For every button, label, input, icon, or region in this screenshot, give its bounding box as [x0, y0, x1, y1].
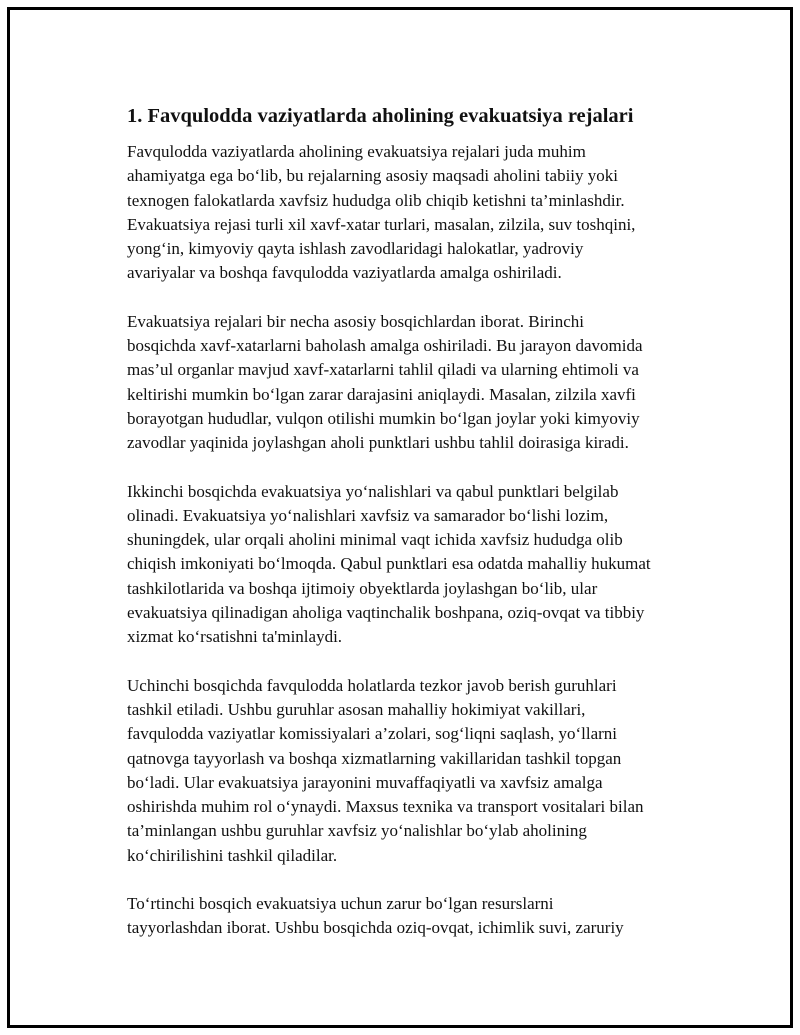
text-line: oshirishda muhim rol o‘ynaydi. Maxsus texnika va transport vositalari bilan	[127, 797, 644, 817]
text-line: favqulodda vaziyatlar komissiyalari a’zolari, sog‘liqni saqlash, yo‘llarni	[127, 724, 618, 744]
paragraph	[127, 310, 700, 456]
text-line: ahamiyatga ega bo‘lib, bu rejalarning asosiy maqsadi aholini tabiiy yoki	[127, 166, 618, 186]
text-line: avariyalar va boshqa favqulodda vaziyatlarda amalga oshiriladi.	[127, 263, 562, 283]
text-line: tashkilotlarida va boshqa ijtimoiy obyektlarda joylashgan bo‘lib, ular	[127, 578, 598, 598]
page-frame	[7, 7, 793, 1028]
paragraph	[127, 140, 700, 286]
text-line: bo‘ladi. Ular evakuatsiya jarayonini muvaffaqiyatli va xavfsiz amalga	[127, 772, 603, 792]
text-line: xizmat ko‘rsatishni ta'minlaydi.	[127, 627, 343, 647]
text-line: To‘rtinchi bosqich evakuatsiya uchun zarur bo‘lgan resurslarni	[127, 894, 554, 914]
text-line: tashkil etiladi. Ushbu guruhlar asosan mahalliy hokimiyat vakillari,	[127, 699, 586, 719]
section-heading: 1. Favqulodda vaziyatlarda aholining evakuatsiya rejalari	[127, 105, 634, 127]
text-line: chiqish imkoniyati bo‘lmoqda. Qabul punktlari esa odatda mahalliy hukumat	[127, 554, 651, 574]
text-line: texnogen falokatlarda xavfsiz hududga olib chiqib ketishni ta’minlashdir.	[127, 190, 625, 210]
text-line: shuningdek, ular orqali aholini minimal vaqt ichida xavfsiz hududga olib	[127, 530, 623, 550]
text-line: yong‘in, kimyoviy qayta ishlash zavodlaridagi halokatlar, yadroviy	[127, 239, 584, 259]
document-body	[120, 102, 700, 965]
text-line: qatnovga tayyorlash va boshqa xizmatlarning vakillaridan tashkil topgan	[127, 748, 622, 768]
text-line: ko‘chirilishini tashkil qiladilar.	[127, 845, 338, 865]
text-line: bosqichda xavf-xatarlarni baholash amalga oshiriladi. Bu jarayon davomida	[127, 336, 643, 356]
text-line: ta’minlangan ushbu guruhlar xavfsiz yo‘nalishlar bo‘ylab aholining	[127, 821, 587, 841]
text-line: evakuatsiya qilinadigan aholiga vaqtinchalik boshpana, oziq-ovqat va tibbiy	[127, 603, 645, 623]
text-line: Uchinchi bosqichda favqulodda holatlarda tezkor javob berish guruhlari	[127, 675, 617, 695]
text-line: borayotgan hududlar, vulqon otilishi mumkin bo‘lgan joylar yoki kimyoviy	[127, 408, 640, 428]
paragraph	[127, 892, 700, 941]
paragraph	[127, 480, 700, 650]
text-line: Evakuatsiya rejasi turli xil xavf-xatar turlari, masalan, zilzila, suv toshqini,	[127, 214, 636, 234]
text-line: tayyorlashdan iborat. Ushbu bosqichda oziq-ovqat, ichimlik suvi, zaruriy	[127, 918, 624, 938]
text-line: Evakuatsiya rejalari bir necha asosiy bosqichlardan iborat. Birinchi	[127, 311, 584, 331]
text-line: Favqulodda vaziyatlarda aholining evakuatsiya rejalari juda muhim	[127, 142, 586, 161]
paragraph	[127, 674, 700, 868]
text-line: zavodlar yaqinida joylashgan aholi punktlari ushbu tahlil doirasiga kiradi.	[127, 433, 629, 453]
text-line: Ikkinchi bosqichda evakuatsiya yo‘nalishlari va qabul punktlari belgilab	[127, 481, 619, 501]
paragraph-list	[120, 140, 700, 941]
text-line: mas’ul organlar mavjud xavf-xatarlarni tahlil qiladi va ularning ehtimoli va	[127, 360, 639, 380]
text-line: keltirishi mumkin bo‘lgan zarar darajasini aniqlaydi. Masalan, zilzila xavfi	[127, 384, 636, 404]
text-line: olinadi. Evakuatsiya yo‘nalishlari xavfsiz va samarador bo‘lishi lozim,	[127, 505, 609, 525]
